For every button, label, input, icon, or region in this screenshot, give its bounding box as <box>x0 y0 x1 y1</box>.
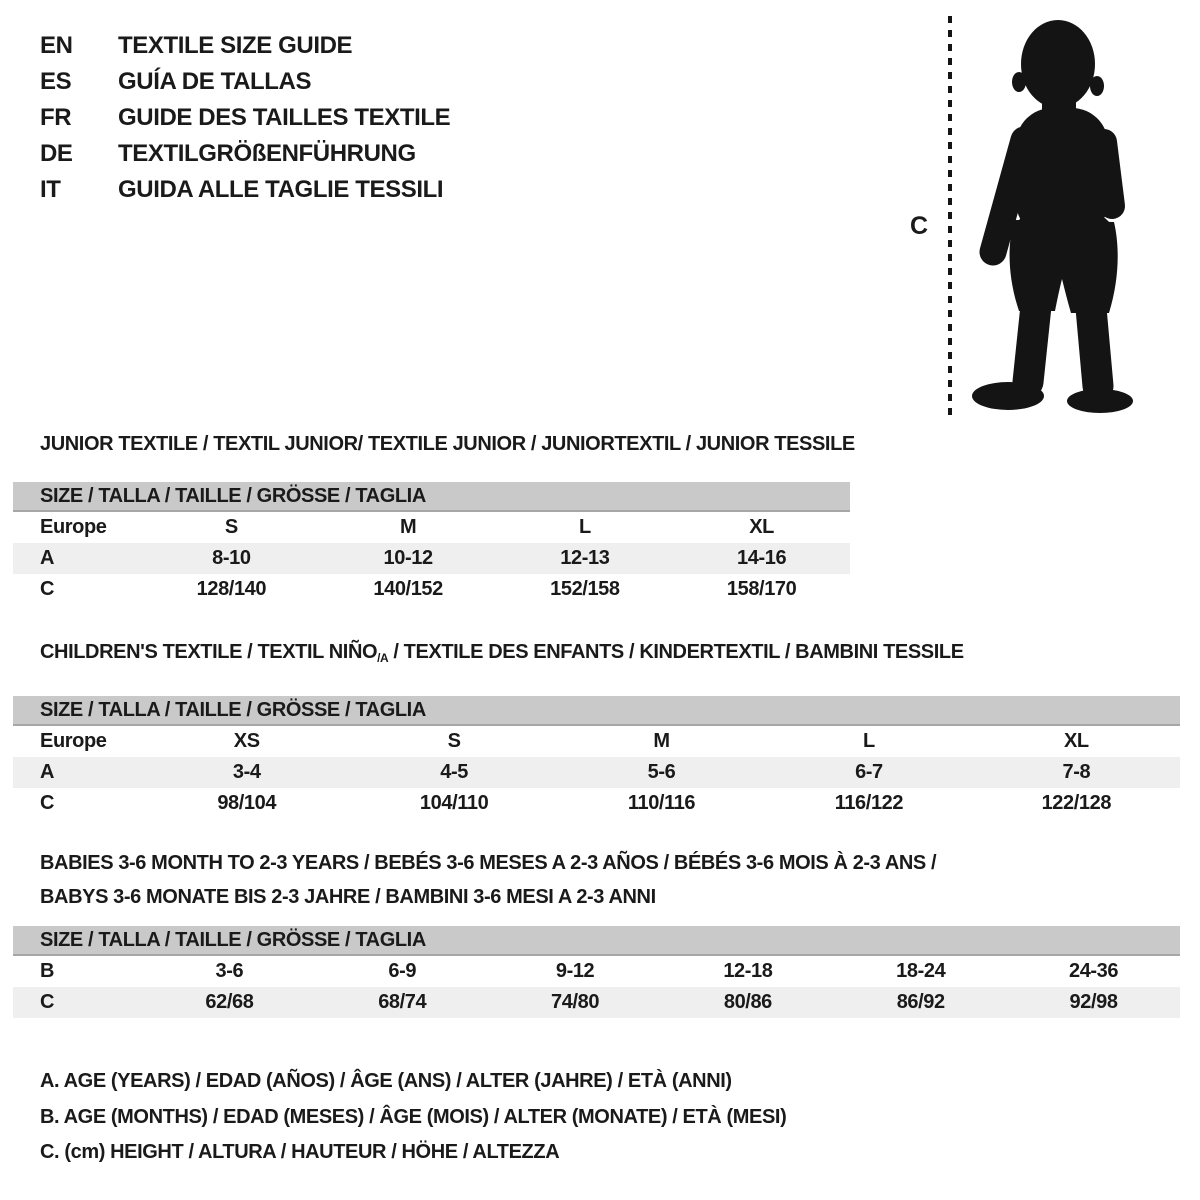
table-row <box>13 726 1180 757</box>
section-title <box>40 846 1180 914</box>
age-cell: 24-36 <box>1068 960 1119 982</box>
height-measure-label: C <box>910 212 928 240</box>
height-cell: 86/92 <box>896 991 945 1013</box>
toddler-silhouette-icon <box>962 14 1140 416</box>
age-cell: 3-4 <box>232 761 261 783</box>
size-header-bar: SIZE / TALLA / TAILLE / GRÖSSE / TAGLIA <box>13 926 1180 956</box>
language-label: TEXTILGRÖßENFÜHRUNG <box>118 140 416 167</box>
legend <box>40 1064 786 1171</box>
section-title <box>40 640 1180 670</box>
row-label: A <box>40 761 55 783</box>
language-row-fr <box>40 100 450 136</box>
section-title-line1: BABIES 3-6 MONTH TO 2-3 YEARS / BEBÉS 3-6 MESES A 2-3 AÑOS / BÉBÉS 3-6 MOIS À 2-3 ANS / <box>40 852 937 874</box>
table-row <box>13 543 850 574</box>
height-cell: 158/170 <box>726 578 797 600</box>
age-cell: 6-7 <box>855 761 883 783</box>
age-cell: 18-24 <box>896 960 946 982</box>
height-cell: 128/140 <box>196 578 267 600</box>
table-row <box>13 956 1180 987</box>
height-cell: 68/74 <box>378 991 427 1013</box>
size-cell: XL <box>1063 730 1089 752</box>
height-cell: 98/104 <box>217 792 277 814</box>
height-cell: 122/128 <box>1041 792 1112 814</box>
age-cell: 8-10 <box>212 547 251 569</box>
table-row <box>13 512 850 543</box>
size-cell: M <box>399 516 417 538</box>
table-row <box>13 788 1180 819</box>
language-code: EN <box>40 32 73 59</box>
row-label: Europe <box>40 516 107 538</box>
section-title-text: / TEXTILE DES ENFANTS / KINDERTEXTIL / BAMBINI TESSILE <box>388 641 964 663</box>
height-cell: 92/98 <box>1069 991 1118 1013</box>
language-code: ES <box>40 68 72 95</box>
footnote-b: B. AGE (MONTHS) / EDAD (MESES) / ÂGE (MOIS) / ALTER (MONATE) / ETÀ (MESI) <box>40 1105 787 1128</box>
row-label: C <box>40 991 55 1013</box>
height-cell: 104/110 <box>419 792 489 814</box>
height-cell: 80/86 <box>723 991 772 1013</box>
section-babies <box>13 846 1180 1018</box>
row-label: C <box>40 578 55 600</box>
language-label: GUÍA DE TALLAS <box>118 68 312 95</box>
language-list <box>40 28 450 208</box>
language-row-de <box>40 136 450 172</box>
size-cell: M <box>653 730 670 752</box>
row-label: B <box>40 960 55 982</box>
height-cell: 74/80 <box>551 991 600 1013</box>
height-cell: 62/68 <box>205 991 254 1013</box>
size-cell: XS <box>233 730 260 752</box>
age-cell: 4-5 <box>440 761 468 783</box>
age-cell: 10-12 <box>383 547 433 569</box>
height-cell: 116/122 <box>834 792 904 814</box>
table-row <box>13 757 1180 788</box>
table-row <box>13 574 850 605</box>
section-title-text: CHILDREN'S TEXTILE / TEXTIL NIÑO <box>40 641 378 663</box>
footnote-a: A. AGE (YEARS) / EDAD (AÑOS) / ÂGE (ANS) / ALTER (JAHRE) / ETÀ (ANNI) <box>40 1070 732 1092</box>
section-junior <box>13 432 855 605</box>
age-cell: 12-18 <box>723 960 773 982</box>
size-header-bar: SIZE / TALLA / TAILLE / GRÖSSE / TAGLIA <box>13 696 1180 726</box>
age-cell: 9-12 <box>555 960 595 982</box>
language-code: DE <box>40 140 73 167</box>
size-cell: S <box>224 516 238 538</box>
row-label: Europe <box>40 730 107 752</box>
language-label: GUIDA ALLE TAGLIE TESSILI <box>118 176 444 203</box>
height-cell: 152/158 <box>550 578 620 600</box>
language-code: IT <box>40 176 61 203</box>
height-cell: 140/152 <box>373 578 443 600</box>
language-row-it <box>40 172 450 208</box>
footnote-c: C. (cm) HEIGHT / ALTURA / HAUTEUR / HÖHE / ALTEZZA <box>40 1141 560 1163</box>
age-cell: 3-6 <box>215 960 244 982</box>
size-cell: L <box>578 516 591 538</box>
row-label: A <box>40 547 55 569</box>
language-row-es <box>40 64 450 100</box>
section-title-subscript: /A <box>377 651 389 665</box>
age-cell: 6-9 <box>388 960 417 982</box>
toddler-figure <box>898 14 1160 426</box>
age-cell: 12-13 <box>560 547 610 569</box>
age-cell: 7-8 <box>1062 761 1091 783</box>
section-children <box>13 640 1180 819</box>
age-cell: 14-16 <box>737 547 787 569</box>
section-title: JUNIOR TEXTILE / TEXTIL JUNIOR/ TEXTILE JUNIOR / JUNIORTEXTIL / JUNIOR TESSILE <box>40 433 855 455</box>
age-cell: 5-6 <box>647 761 676 783</box>
language-row-en <box>40 28 450 64</box>
section-title-line2: BABYS 3-6 MONATE BIS 2-3 JAHRE / BAMBINI 3-6 MESI A 2-3 ANNI <box>40 886 656 908</box>
language-label: GUIDE DES TAILLES TEXTILE <box>118 104 451 131</box>
size-header-bar: SIZE / TALLA / TAILLE / GRÖSSE / TAGLIA <box>13 482 850 512</box>
height-cell: 110/116 <box>627 792 696 814</box>
size-cell: XL <box>749 516 774 538</box>
size-cell: S <box>447 730 461 752</box>
size-cell: L <box>863 730 875 752</box>
height-measure-line <box>948 16 952 416</box>
table-row <box>13 987 1180 1018</box>
row-label: C <box>40 792 55 814</box>
language-code: FR <box>40 104 72 131</box>
language-label: TEXTILE SIZE GUIDE <box>118 32 353 59</box>
